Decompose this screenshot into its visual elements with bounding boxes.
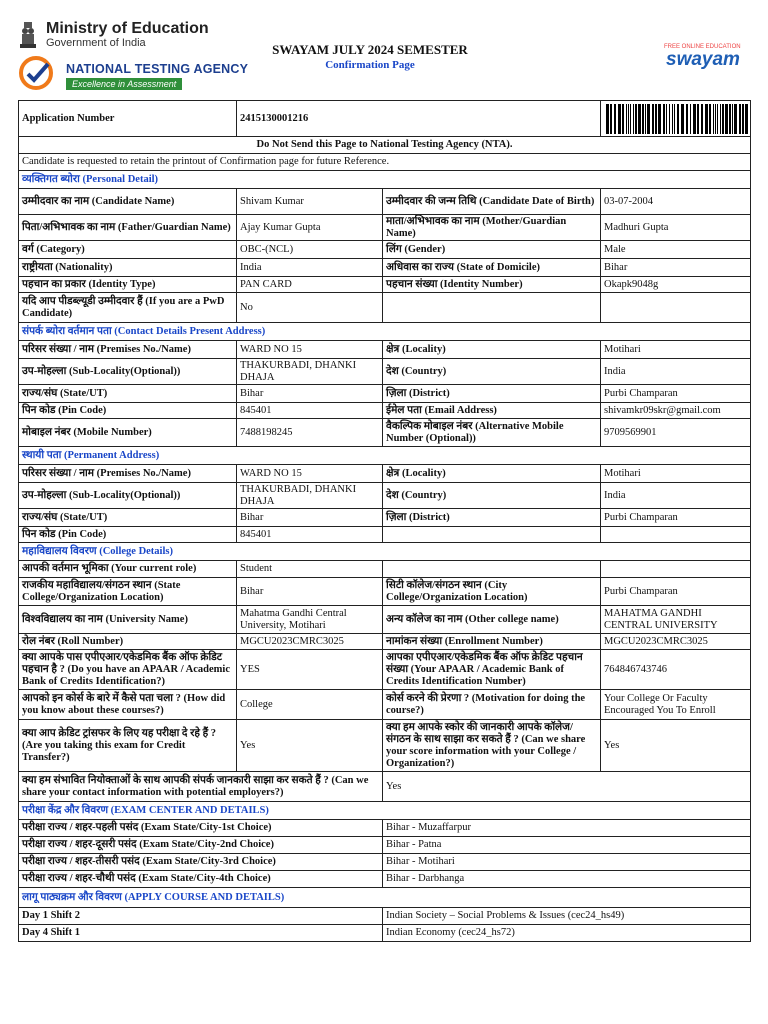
state-value: Bihar	[237, 385, 383, 403]
pincode-label: पिन कोड (Pin Code)	[19, 403, 237, 419]
perm-premises-value: WARD NO 15	[237, 465, 383, 483]
empty-cell	[601, 561, 751, 578]
section-permanent-address-heading: स्थायी पता (Permanent Address)	[19, 447, 751, 465]
swayam-logo: swayam	[666, 49, 740, 70]
application-number-value: 2415130001216	[237, 101, 601, 137]
mother-name-value: Madhuri Gupta	[601, 215, 751, 241]
empty-cell	[383, 293, 601, 323]
swayam-logo-tagline: FREE ONLINE EDUCATION	[664, 44, 741, 50]
exam-choice-label: परीक्षा राज्य / शहर-तीसरी पसंद (Exam State/City-3rd Choice)	[19, 854, 383, 871]
nta-logo-icon	[16, 56, 60, 90]
notice-text: Do Not Send this Page to National Testing Agency (NTA).	[19, 137, 751, 154]
exam-choice-value: Bihar - Patna	[383, 837, 751, 854]
course-shift-label: Day 1 Shift 2	[19, 908, 383, 925]
page-subtitle: Confirmation Page	[325, 59, 415, 71]
locality-label: क्षेत्र (Locality)	[383, 341, 601, 359]
perm-country-value: India	[601, 483, 751, 509]
gender-label: लिंग (Gender)	[383, 241, 601, 259]
government-subtitle: Government of India	[46, 37, 146, 49]
credit-transfer-label: क्या आप क्रेडिट ट्रांसफर के लिए यह परीक्षा दे रहे हैं ? (Are you taking this exam for Credit Transfer?)	[19, 720, 237, 772]
mother-name-label: माता/अभिभावक का नाम (Mother/Guardian Name)	[383, 215, 601, 241]
perm-state-value: Bihar	[237, 509, 383, 527]
candidate-name-label: उम्मीदवार का नाम (Candidate Name)	[19, 189, 237, 215]
alt-mobile-value: 9709569901	[601, 419, 751, 447]
email-value: shivamkr09skr@gmail.com	[601, 403, 751, 419]
father-name-value: Ajay Kumar Gupta	[237, 215, 383, 241]
role-value: Student	[237, 561, 383, 578]
category-value: OBC-(NCL)	[237, 241, 383, 259]
premises-label: परिसर संख्या / नाम (Premises No./Name)	[19, 341, 237, 359]
apaar-value: YES	[237, 650, 383, 690]
course-name-value: Indian Society – Social Problems & Issues (cec24_hs49)	[383, 908, 751, 925]
identity-type-label: पहचान का प्रकार (Identity Type)	[19, 277, 237, 293]
sublocality-value: THAKURBADI, DHANKI DHAJA	[237, 359, 383, 385]
pwd-value: No	[237, 293, 383, 323]
college-city-label: सिटी कॉलेज/संगठन स्थान (City College/Organization Location)	[383, 578, 601, 606]
enrollment-number-value: MGCU2023CMRC3025	[601, 634, 751, 650]
domicile-label: अधिवास का राज्य (State of Domicile)	[383, 259, 601, 277]
course-shift-label: Day 4 Shift 1	[19, 925, 383, 942]
perm-district-value: Purbi Champaran	[601, 509, 751, 527]
identity-number-label: पहचान संख्या (Identity Number)	[383, 277, 601, 293]
role-label: आपकी वर्तमान भूमिका (Your current role)	[19, 561, 237, 578]
barcode-image	[604, 104, 751, 134]
exam-choice-value: Bihar - Motihari	[383, 854, 751, 871]
exam-choice-value: Bihar - Muzaffarpur	[383, 820, 751, 837]
perm-country-label: देश (Country)	[383, 483, 601, 509]
share-employer-value: Yes	[383, 772, 751, 802]
roll-number-label: रोल नंबर (Roll Number)	[19, 634, 237, 650]
candidate-name-value: Shivam Kumar	[237, 189, 383, 215]
national-emblem-icon	[18, 20, 38, 50]
table-row	[19, 854, 751, 871]
university-label: विश्वविद्यालय का नाम (University Name)	[19, 606, 237, 634]
perm-sublocality-value: THAKURBADI, DHANKI DHAJA	[237, 483, 383, 509]
exam-choice-value: Bihar - Darbhanga	[383, 871, 751, 888]
premises-value: WARD NO 15	[237, 341, 383, 359]
nta-title: NATIONAL TESTING AGENCY	[66, 62, 249, 76]
apaar-label: क्या आपके पास एपीएआर/एकेडमिक बैंक ऑफ क्रेडिट पहचान है ? (Do you have an APAAR / Academic Bank of Credits Identification?)	[19, 650, 237, 690]
college-state-label: राजकीय महाविद्यालय/संगठन स्थान (State College/Organization Location)	[19, 578, 237, 606]
application-row	[19, 101, 751, 137]
enrollment-number-label: नामांकन संख्या (Enrollment Number)	[383, 634, 601, 650]
motivation-label: कोर्स करने की प्रेरणा ? (Motivation for doing the course?)	[383, 690, 601, 720]
share-college-value: Yes	[601, 720, 751, 772]
other-college-label: अन्य कॉलेज का नाम (Other college name)	[383, 606, 601, 634]
course-name-value: Indian Economy (cec24_hs72)	[383, 925, 751, 942]
section-courses-heading: लागू पाठ्यक्रम और विवरण (APPLY COURSE AND DETAILS)	[19, 888, 751, 908]
table-row	[19, 925, 751, 942]
perm-pincode-value: 845401	[237, 527, 383, 543]
share-employer-label: क्या हम संभावित नियोक्ताओं के साथ आपकी संपर्क जानकारी साझा कर सकते हैं ? (Can we share your contact information with potential employers?)	[19, 772, 383, 802]
section-present-address-heading: संपर्क ब्योरा वर्तमान पता (Contact Details Present Address)	[19, 323, 751, 341]
pwd-label: यदि आप पीडब्ल्यूडी उम्मीदवार हैं (If you are a PwD Candidate)	[19, 293, 237, 323]
page-header	[0, 0, 768, 100]
perm-premises-label: परिसर संख्या / नाम (Premises No./Name)	[19, 465, 237, 483]
know-courses-label: आपको इन कोर्स के बारे में कैसे पता चला ? (How did you know about these courses?)	[19, 690, 237, 720]
email-label: ईमेल पता (Email Address)	[383, 403, 601, 419]
perm-sublocality-label: उप-मोहल्ला (Sub-Locality(Optional))	[19, 483, 237, 509]
perm-pincode-label: पिन कोड (Pin Code)	[19, 527, 237, 543]
district-label: ज़िला (District)	[383, 385, 601, 403]
nta-tagline: Excellence in Assessment	[66, 78, 182, 90]
credit-transfer-value: Yes	[237, 720, 383, 772]
country-label: देश (Country)	[383, 359, 601, 385]
section-personal-heading: व्यक्तिगत ब्योरा (Personal Detail)	[19, 171, 751, 189]
apaar-number-value: 764846743746	[601, 650, 751, 690]
section-exam-center-heading: परीक्षा केंद्र और विवरण (EXAM CENTER AND DETAILS)	[19, 802, 751, 820]
dob-label: उम्मीदवार की जन्म तिथि (Candidate Date of Birth)	[383, 189, 601, 215]
sublocality-label: उप-मोहल्ला (Sub-Locality(Optional))	[19, 359, 237, 385]
domicile-value: Bihar	[601, 259, 751, 277]
exam-choice-label: परीक्षा राज्य / शहर-पहली पसंद (Exam State/City-1st Choice)	[19, 820, 383, 837]
motivation-value: Your College Or Faculty Encouraged You To Enroll	[601, 690, 751, 720]
perm-locality-label: क्षेत्र (Locality)	[383, 465, 601, 483]
page-title: SWAYAM JULY 2024 SEMESTER	[272, 42, 468, 57]
perm-state-label: राज्य/संघ (State/UT)	[19, 509, 237, 527]
application-number-label: Application Number	[19, 101, 237, 137]
confirmation-table	[18, 100, 751, 942]
nationality-value: India	[237, 259, 383, 277]
mobile-value: 7488198245	[237, 419, 383, 447]
identity-type-value: PAN CARD	[237, 277, 383, 293]
table-row	[19, 820, 751, 837]
identity-number-value: Okapk9048g	[601, 277, 751, 293]
empty-cell	[383, 527, 601, 543]
other-college-value: MAHATMA GANDHI CENTRAL UNIVERSITY	[601, 606, 751, 634]
ministry-title: Ministry of Education	[46, 20, 209, 37]
perm-district-label: ज़िला (District)	[383, 509, 601, 527]
empty-cell	[601, 293, 751, 323]
instruction-text: Candidate is requested to retain the printout of Confirmation page for future Reference.	[19, 154, 751, 171]
empty-cell	[383, 561, 601, 578]
mobile-label: मोबाइल नंबर (Mobile Number)	[19, 419, 237, 447]
apaar-number-label: आपका एपीएआर/एकेडमिक बैंक ऑफ क्रेडिट पहचान संख्या (Your APAAR / Academic Bank of Credits Identification Number)	[383, 650, 601, 690]
empty-cell	[601, 527, 751, 543]
alt-mobile-label: वैकल्पिक मोबाइल नंबर (Alternative Mobile Number (Optional))	[383, 419, 601, 447]
table-row	[19, 837, 751, 854]
country-value: India	[601, 359, 751, 385]
university-value: Mahatma Gandhi Central University, Motihari	[237, 606, 383, 634]
exam-choice-label: परीक्षा राज्य / शहर-चौथी पसंद (Exam State/City-4th Choice)	[19, 871, 383, 888]
category-label: वर्ग (Category)	[19, 241, 237, 259]
table-row	[19, 908, 751, 925]
roll-number-value: MGCU2023CMRC3025	[237, 634, 383, 650]
know-courses-value: College	[237, 690, 383, 720]
father-name-label: पिता/अभिभावक का नाम (Father/Guardian Name)	[19, 215, 237, 241]
pincode-value: 845401	[237, 403, 383, 419]
college-city-value: Purbi Champaran	[601, 578, 751, 606]
section-college-heading: महाविद्यालय विवरण (College Details)	[19, 543, 751, 561]
exam-choice-label: परीक्षा राज्य / शहर-दूसरी पसंद (Exam State/City-2nd Choice)	[19, 837, 383, 854]
table-row	[19, 871, 751, 888]
state-label: राज्य/संघ (State/UT)	[19, 385, 237, 403]
share-college-label: क्या हम आपके स्कोर की जानकारी आपके कॉलेज/संगठन के साथ साझा कर सकते हैं ? (Can we share your score information with your College / Organization?)	[383, 720, 601, 772]
barcode-cell	[601, 101, 751, 137]
district-value: Purbi Champaran	[601, 385, 751, 403]
gender-value: Male	[601, 241, 751, 259]
locality-value: Motihari	[601, 341, 751, 359]
dob-value: 03-07-2004	[601, 189, 751, 215]
college-state-value: Bihar	[237, 578, 383, 606]
nationality-label: राष्ट्रीयता (Nationality)	[19, 259, 237, 277]
perm-locality-value: Motihari	[601, 465, 751, 483]
